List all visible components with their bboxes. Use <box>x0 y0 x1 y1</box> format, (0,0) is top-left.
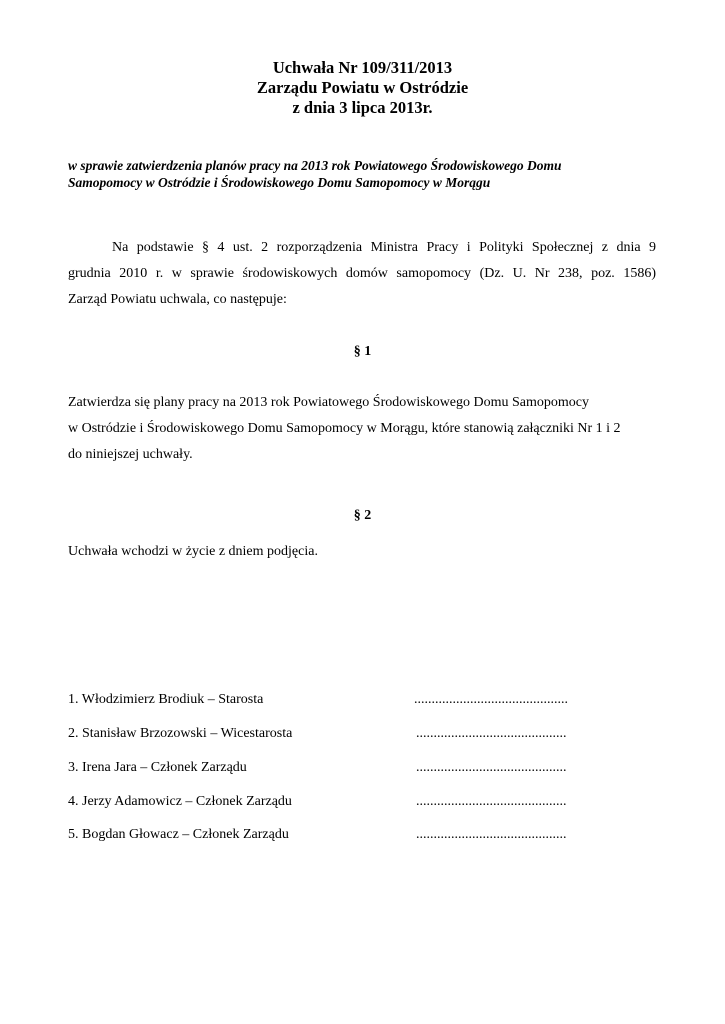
subject-line-2: Samopomocy w Ostródzie i Środowiskowego Domu Samopomocy w Morągu <box>68 175 491 190</box>
issuing-body: Zarządu Powiatu w Ostródzie <box>256 78 469 97</box>
basis-line-1: Na podstawie § 4 ust. 2 rozporządzenia Ministra Pracy i Polityki Społecznej z dnia 9 <box>112 240 656 255</box>
signature-row <box>68 827 588 847</box>
basis-line-2: grudnia 2010 r. w sprawie środowiskowych domów samopomocy (Dz. U. Nr 238, poz. 1586) <box>68 266 656 281</box>
resolution-title <box>0 58 725 118</box>
signature-line: ........................................... <box>416 827 567 842</box>
paragraph-1-line-1: Zatwierdza się plany pracy na 2013 rok Powiatowego Środowiskowego Domu Samopomocy <box>68 395 590 410</box>
paragraph-2-sign: § 2 <box>353 508 372 523</box>
signature-row <box>68 760 588 780</box>
paragraph-1-line-2: w Ostródzie i Środowiskowego Domu Samopomocy w Morągu, które stanowią załączniki Nr 1 i 2 <box>68 421 621 436</box>
paragraph-2-line: Uchwała wchodzi w życie z dniem podjęcia. <box>68 544 318 559</box>
signatory-name: 2. Stanisław Brzozowski – Wicestarosta <box>68 726 293 741</box>
resolution-number: Uchwała Nr 109/311/2013 <box>272 58 453 77</box>
signature-line: ........................................... <box>416 794 567 809</box>
signatory-name: 1. Włodzimierz Brodiuk – Starosta <box>68 692 264 707</box>
resolution-subject <box>68 157 658 191</box>
signature-row <box>68 692 588 712</box>
signatory-name: 4. Jerzy Adamowicz – Członek Zarządu <box>68 794 292 809</box>
signature-line: ........................................... <box>416 726 567 741</box>
subject-line-1: w sprawie zatwierdzenia planów pracy na 2013 rok Powiatowego Środowiskowego Domu <box>68 158 562 173</box>
paragraph-1-text <box>68 390 668 468</box>
signature-row <box>68 726 588 746</box>
signature-row <box>68 794 588 814</box>
signatory-name: 5. Bogdan Głowacz – Członek Zarządu <box>68 827 289 842</box>
paragraph-1-sign: § 1 <box>353 344 372 359</box>
paragraph-1-line-3: do niniejszej uchwały. <box>68 447 193 462</box>
resolution-date: z dnia 3 lipca 2013r. <box>292 98 433 117</box>
signature-line: ........................................... <box>416 760 567 775</box>
basis-line-3: Zarząd Powiatu uchwala, co następuje: <box>68 292 287 307</box>
signatory-name: 3. Irena Jara – Członek Zarządu <box>68 760 247 775</box>
paragraph-2-text <box>68 539 668 565</box>
legal-basis <box>68 238 656 316</box>
signature-line: ............................................ <box>414 692 568 707</box>
